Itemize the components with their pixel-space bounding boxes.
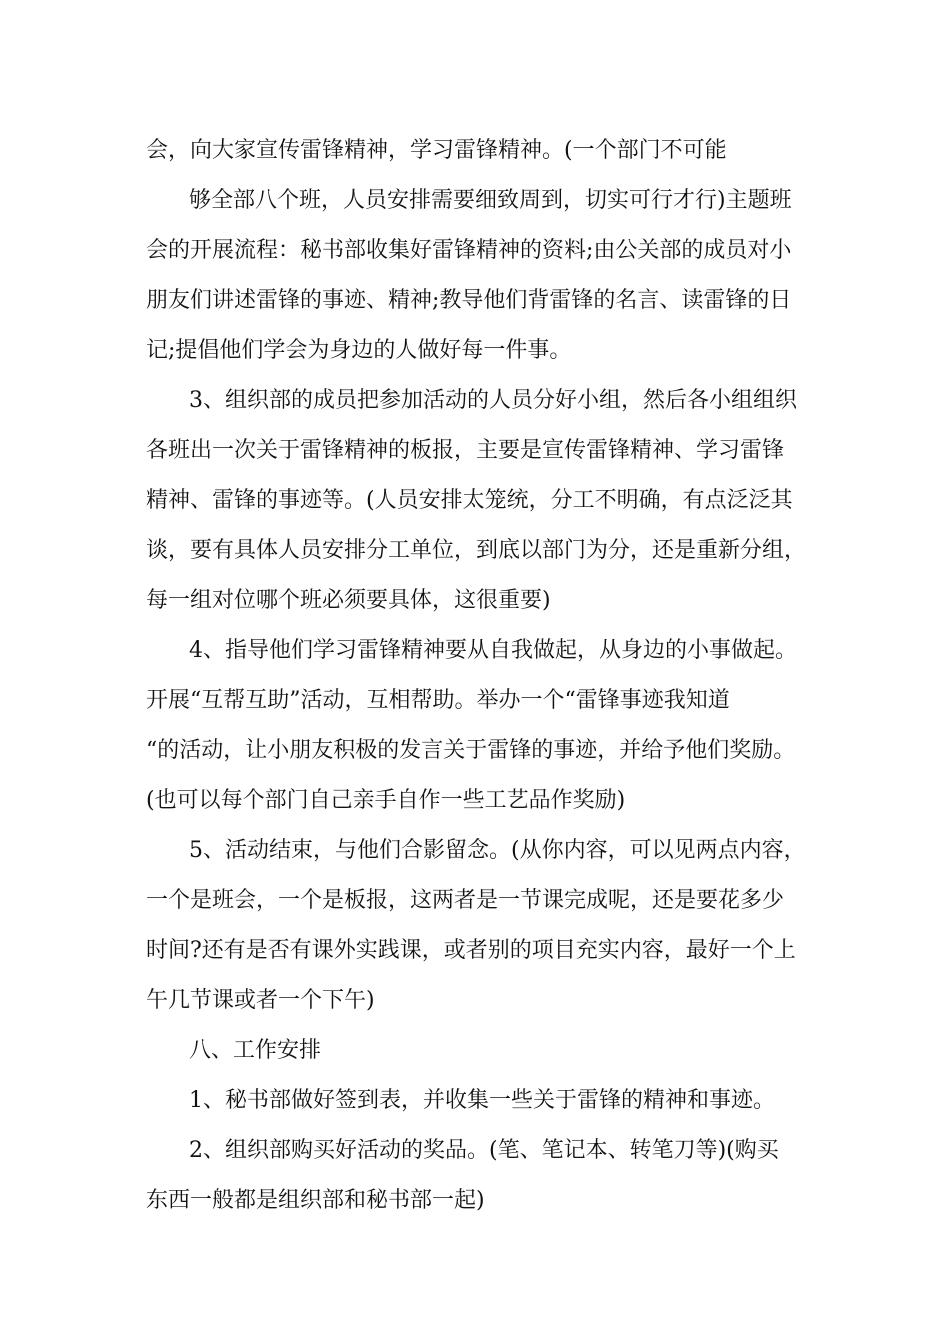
text-line [0,1136,950,1166]
text-line-content: 4、指导他们学习雷锋精神要从自我做起，从身边的小事做起。 [189,638,797,663]
text-line [0,286,950,316]
text-line [0,1186,950,1216]
text-line-content: 东西一般都是组织部和秘书部一起) [146,1188,485,1213]
text-line [0,986,950,1016]
text-line [0,686,950,716]
text-line-content: 够全部八个班，人员安排需要细致周到，切实可行才行)主题班 [189,188,792,213]
text-line [0,236,950,266]
text-line-content: 各班出一次关于雷锋精神的板报，主要是宣传雷锋精神、学习雷锋 [146,438,785,463]
text-line-content: 1、秘书部做好签到表，并收集一些关于雷锋的精神和事迹。 [189,1088,775,1113]
text-line-content: 谈，要有具体人员安排分工单位，到底以部门为分，还是重新分组， [146,538,807,563]
text-line-content: 一个是班会，一个是板报，这两者是一节课完成呢，还是要花多少 [146,888,785,913]
text-line-content: 八、工作安排 [189,1038,322,1063]
text-line-content: 朋友们讲述雷锋的事迹、精神;教导他们背雷锋的名言、读雷锋的日 [146,288,792,313]
text-line [0,186,950,216]
text-line-content: 2、组织部购买好活动的奖品。(笔、笔记本、转笔刀等)(购买 [189,1138,779,1163]
text-line [0,486,950,516]
text-line [0,886,950,916]
text-line-content: 时间?还有是否有课外实践课，或者别的项目充实内容，最好一个上 [146,938,796,963]
text-line [0,436,950,466]
text-line-content: 午几节课或者一个下午) [146,988,375,1013]
text-line-content: 3、组织部的成员把参加活动的人员分好小组，然后各小组组织 [189,388,797,413]
text-line [0,1086,950,1116]
text-line [0,936,950,966]
text-line [0,536,950,566]
text-line-content: 会的开展流程：秘书部收集好雷锋精神的资料;由公关部的成员对小 [146,238,792,263]
text-line [0,586,950,616]
text-line [0,836,950,866]
text-line-content: (也可以每个部门自己亲手自作一些工艺品作奖励) [146,788,626,813]
text-line-content: 5、活动结束，与他们合影留念。(从你内容，可以见两点内容， [189,838,806,863]
text-line [0,386,950,416]
text-line [0,636,950,666]
text-line-content: 开展“互帮互助”活动，互相帮助。举办一个“雷锋事迹我知道 [146,688,730,713]
text-line-content: “的活动，让小朋友积极的发言关于雷锋的事迹，并给予他们奖励。 [146,738,796,763]
text-line [0,786,950,816]
text-line-content: 记;提倡他们学会为身边的人做好每一件事。 [146,338,572,363]
text-line-content: 每一组对位哪个班必须要具体，这很重要) [146,588,551,613]
text-line-content: 精神、雷锋的事迹等。(人员安排太笼统，分工不明确，有点泛泛其 [146,488,793,513]
text-line [0,736,950,766]
text-line [0,136,950,166]
text-line [0,336,950,366]
section-heading [0,1036,950,1066]
text-line-content: 会，向大家宣传雷锋精神，学习雷锋精神。(一个部门不可能 [146,138,727,163]
